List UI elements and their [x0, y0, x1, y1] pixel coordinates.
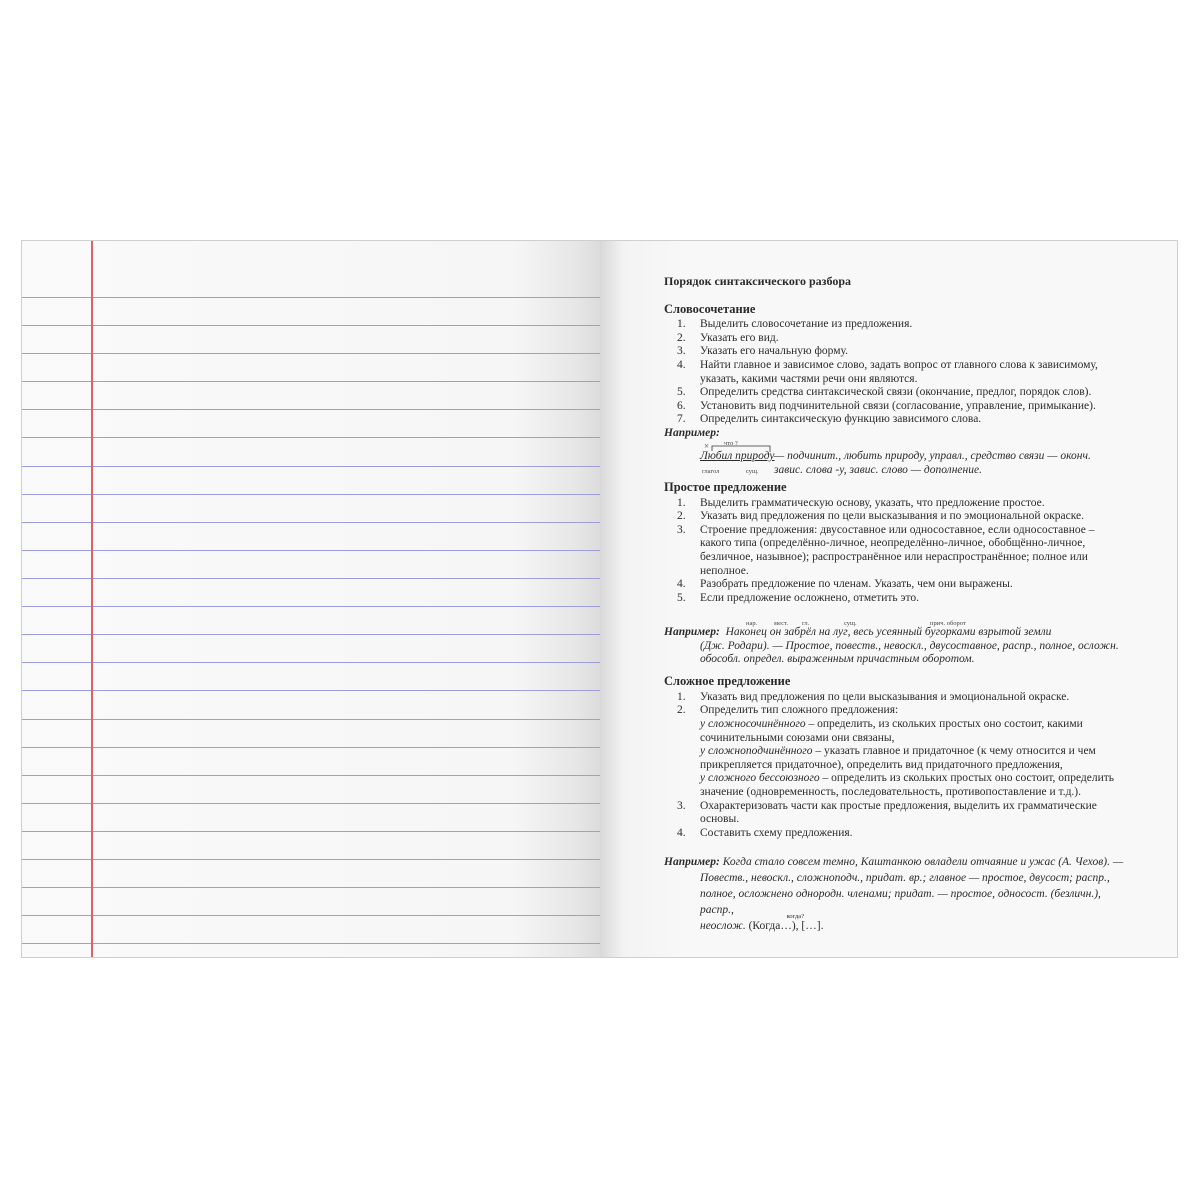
list-item: 1. Выделить словосочетание из предложения.: [677, 318, 913, 331]
list-item: 2. Определить тип сложного предложения: у сложносочинённого – определить, из скольких простых оно состоит, какими сочинительными союзами они связаны, у сложноподчинённого – указать главное и придаточное (к чему относится и чем прикрепляется придаточное), определить вид придаточного предложения, у сложного бессоюзного – определить из скольких простых оно состоит, определить значение (одновременность, последовательность, противопоставление и т.д.).: [677, 704, 1115, 799]
example-analysis-line: (Дж. Родари). — Простое, повеств., невоскл., двусоставное, распр., полное, осложн.: [700, 639, 1119, 652]
example-label: Например:: [664, 426, 720, 439]
pos-label: гл.: [802, 620, 810, 628]
main-word-mark: ×: [704, 440, 710, 451]
example-label: Например:: [664, 626, 720, 639]
ruled-line: [22, 915, 600, 916]
ruled-line: [22, 690, 600, 691]
section-title-simple: Простое предложение: [664, 479, 787, 494]
phrase-analysis: — подчинит., любить природу, управл., средство связи — оконч. завис. слова -у, завис. слово — дополнение.: [774, 449, 1091, 476]
list-item: 3. Строение предложения: двусоставное или односоставное, если односоставное – какого типа (определённо-личное, неопределённо-личное, обобщённо-личное, безличное, назывное); распространённое или нераспространённое; полное или неполное.: [677, 523, 1095, 577]
example-analysis-line: неослож.: [700, 920, 746, 933]
list-item: 4. Составить схему предложения.: [677, 826, 853, 839]
list-item: 3. Указать его начальную форму.: [677, 345, 848, 358]
ruled-line: [22, 381, 600, 382]
list-item: 2. Указать вид предложения по цели высказывания и по эмоциональной окраске.: [677, 510, 1085, 523]
example-analysis-line: обособл. определ. выраженным причастным оборотом.: [700, 653, 975, 666]
page-title: Порядок синтаксического разбора: [664, 274, 852, 288]
pos-label: сущ.: [844, 620, 857, 628]
ruled-line: [22, 634, 600, 635]
subtype-label: у сложного бессоюзного: [700, 772, 820, 785]
ruled-line: [22, 887, 600, 888]
simple-example: [664, 617, 1124, 665]
sentence-scheme: (Когда…), […].: [748, 920, 824, 933]
example-phrase: Любил природу: [700, 449, 775, 462]
example-sentence: Наконец он забрёл на луг, весь усеянный бугорками взрытой земли: [725, 626, 1052, 639]
ruled-line: [22, 353, 600, 354]
reference-page-right: [600, 241, 1177, 957]
section-title-phrase: Словосочетание: [664, 301, 756, 316]
parsing-reference: [664, 275, 1124, 934]
list-item: 7. Определить синтаксическую функцию зависимого слова.: [677, 413, 982, 426]
margin-line: [91, 241, 93, 957]
ruled-line: [22, 831, 600, 832]
ruled-line: [22, 578, 600, 579]
dependent-word-pos: сущ.: [746, 467, 759, 475]
ruled-line: [22, 803, 600, 804]
main-word-pos: глагол: [702, 467, 720, 475]
notebook-spread: [21, 240, 1178, 958]
ruled-line: [22, 606, 600, 607]
complex-example: [664, 854, 1124, 934]
ruled-line: [22, 550, 600, 551]
list-item: 5. Определить средства синтаксической связи (окончание, предлог, порядок слов).: [677, 386, 1092, 399]
ruled-line: [22, 409, 600, 410]
list-item: 1. Выделить грамматическую основу, указать, что предложение простое.: [677, 496, 1045, 509]
subtype-label: у сложносочинённого: [700, 718, 806, 731]
complex-steps-list: [664, 691, 1124, 841]
list-item: 2. Указать его вид.: [677, 331, 779, 344]
section-title-complex: Сложное предложение: [664, 674, 791, 689]
scheme-question: когда?: [786, 913, 805, 921]
ruled-line: [22, 859, 600, 860]
example-sentence: Когда стало совсем темно, Каштанкою овладели отчаяние и ужас (А. Чехов). —: [722, 856, 1124, 869]
subtype-label: у сложноподчинённого: [700, 745, 813, 758]
ruled-line: [22, 325, 600, 326]
ruled-line: [22, 943, 600, 944]
ruled-line: [22, 522, 600, 523]
list-item: 3. Охарактеризовать части как простые предложения, выделить их грамматические основы.: [677, 799, 1097, 826]
simple-steps-list: [664, 497, 1124, 606]
example-analysis-line: Повеств., невоскл., сложноподч., придат. вр.; главное — простое, двусост; распр.,: [700, 872, 1110, 885]
ruled-line: [22, 719, 600, 720]
example-label: Например:: [664, 856, 720, 869]
list-item: 4. Разобрать предложение по членам. Указать, чем они выражены.: [677, 578, 1013, 591]
phrase-example: [664, 426, 1124, 476]
ruled-line: [22, 466, 600, 467]
ruled-line: [22, 437, 600, 438]
ruled-line: [22, 775, 600, 776]
ruled-line: [22, 662, 600, 663]
ruled-page-left: [22, 241, 600, 957]
example-analysis-line: полное, осложнено однородн. членами; придат. — простое, односост. (безличн.), распр.,: [700, 888, 1101, 917]
pos-label: прич. оборот: [930, 620, 966, 628]
pos-label: мест.: [774, 620, 789, 628]
list-item: 6. Установить вид подчинительной связи (согласование, управление, примыкание).: [677, 399, 1096, 412]
phrase-steps-list: [664, 318, 1124, 427]
ruled-line: [22, 297, 600, 298]
ruled-line: [22, 494, 600, 495]
list-item: 5. Если предложение осложнено, отметить это.: [677, 591, 919, 604]
ruled-line: [22, 747, 600, 748]
list-item: 1. Указать вид предложения по цели высказывания и эмоциональной окраске.: [677, 690, 1070, 703]
pos-label: нар.: [746, 620, 758, 628]
question-label: что ?: [724, 439, 738, 447]
list-item: 4. Найти главное и зависимое слово, задать вопрос от главного слова к зависимому, указать, какими частями речи они являются.: [677, 358, 1098, 385]
